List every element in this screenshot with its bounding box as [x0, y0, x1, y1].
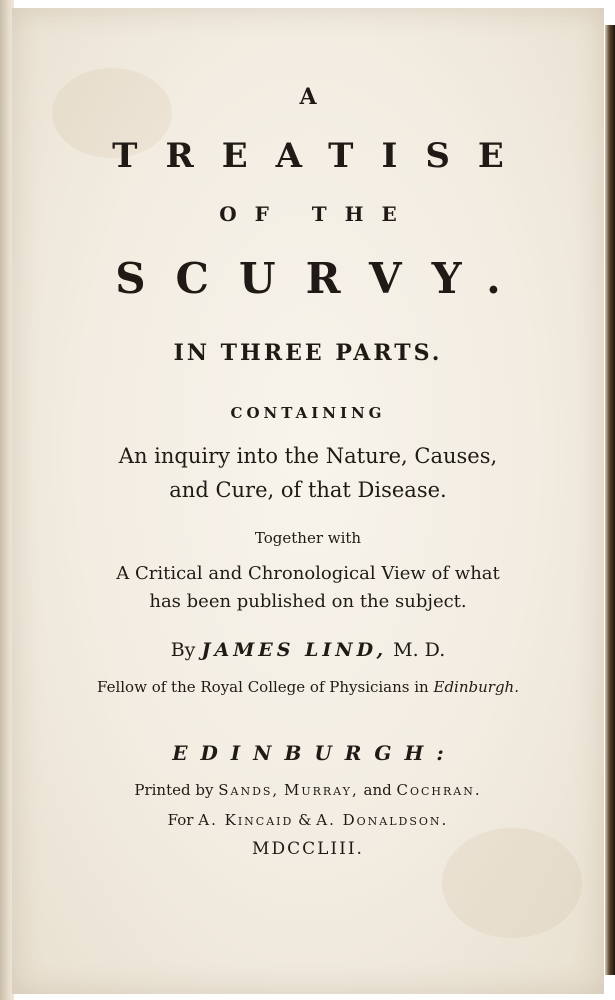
title-of-the: OF THE: [219, 202, 415, 226]
fellow-text: Fellow of the Royal College of Physicians in: [97, 678, 429, 696]
title-treatise: TREATISE: [112, 136, 532, 176]
title-article: A: [299, 84, 317, 110]
book-cover-edge: [605, 25, 615, 975]
by-word: By: [170, 639, 196, 661]
imprint-printers: [12, 781, 604, 799]
and-word: and: [363, 781, 392, 799]
bookseller-kincaid: A. Kincaid: [198, 811, 294, 829]
together-with: Together with: [254, 529, 362, 547]
bookseller-donaldson: A. Donaldson.: [316, 811, 449, 829]
inquiry-line-2: and Cure, of that Disease.: [169, 478, 447, 502]
title-page: [12, 8, 604, 994]
imprint-place: EDINBURGH:: [172, 741, 457, 765]
author-line: [12, 639, 604, 661]
printer-cochran: Cochran.: [396, 781, 482, 799]
author-affiliation: [12, 678, 604, 696]
inquiry-line-1: An inquiry into the Nature, Causes,: [118, 444, 498, 468]
printer-murray: Murray,: [283, 781, 359, 799]
printer-sands: Sands,: [218, 781, 280, 799]
imprint-year: MDCCLIII.: [252, 839, 364, 859]
critical-view-line-1: A Critical and Chronological View of what: [116, 563, 500, 584]
ampersand: &: [298, 811, 312, 829]
author-name: JAMES LIND,: [201, 639, 388, 661]
title-scurvy: SCURVY.: [115, 254, 531, 303]
critical-view-line-2: has been published on the subject.: [149, 591, 467, 612]
printed-by: Printed by: [134, 781, 214, 799]
containing-heading: CONTAINING: [230, 404, 386, 422]
subtitle-three-parts: IN THREE PARTS.: [173, 340, 443, 366]
for-word: For: [167, 811, 194, 829]
imprint-booksellers: [12, 811, 604, 829]
fellow-city: Edinburgh.: [433, 678, 519, 696]
author-degree: M. D.: [393, 639, 446, 661]
